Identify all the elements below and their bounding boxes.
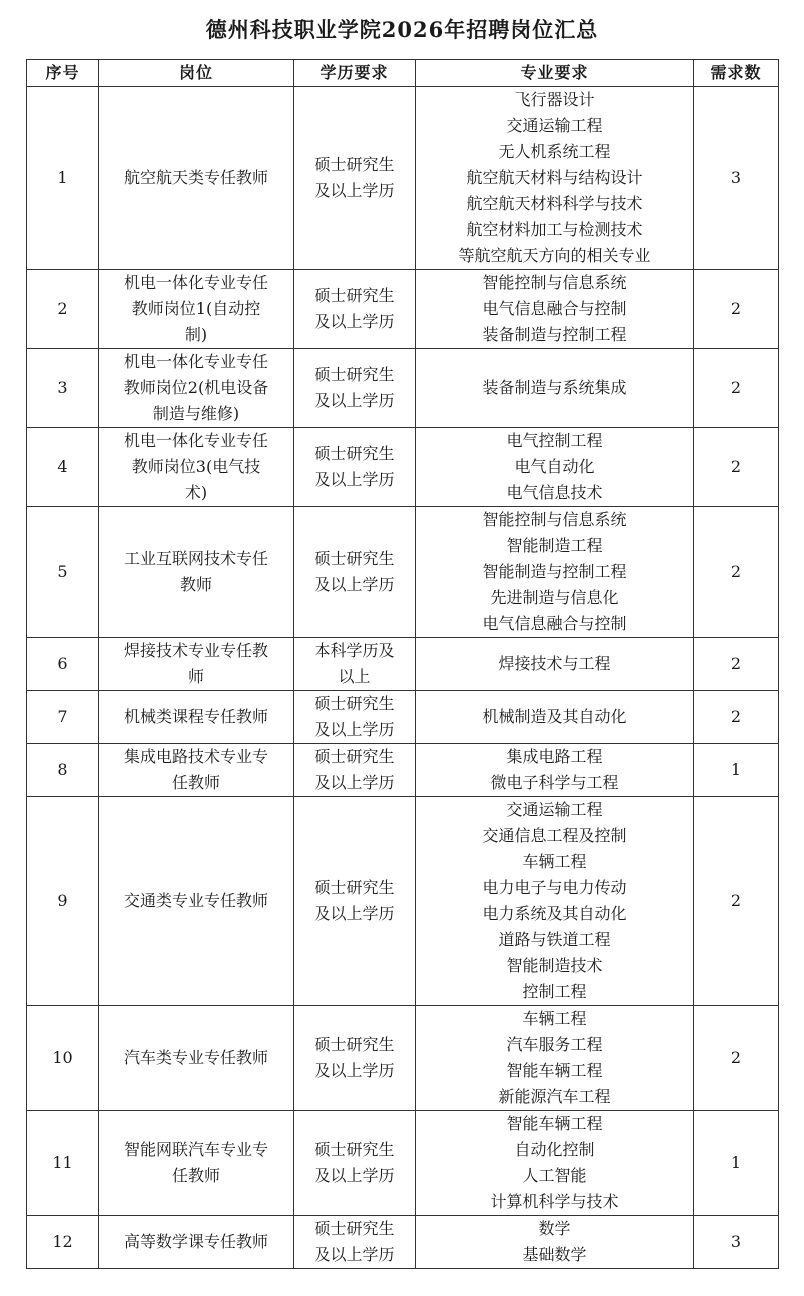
major-item: 道路与铁道工程 — [498, 930, 611, 949]
major-item: 电气信息技术 — [506, 483, 603, 502]
cell-education-line: 硕士研究生 — [314, 747, 395, 766]
cell-post — [99, 744, 294, 797]
cell-count: 2 — [694, 638, 779, 691]
cell-education-line: 硕士研究生 — [314, 1035, 395, 1054]
cell-seq: 5 — [27, 507, 99, 638]
table-body — [27, 87, 779, 1269]
cell-education-line: 及以上学历 — [314, 1245, 395, 1264]
major-item: 智能制造与控制工程 — [482, 562, 627, 581]
cell-education-line: 及以上学历 — [314, 1061, 395, 1080]
header-seq: 序号 — [27, 60, 99, 87]
major-item: 装备制造与系统集成 — [482, 378, 627, 397]
cell-count: 2 — [694, 270, 779, 349]
major-item: 电力系统及其自动化 — [482, 904, 627, 923]
header-education: 学历要求 — [294, 60, 416, 87]
cell-seq: 9 — [27, 797, 99, 1006]
cell-education — [294, 349, 416, 428]
cell-post-line: 机电一体化专业专任 — [123, 431, 268, 450]
cell-major — [416, 270, 694, 349]
major-item: 航空航天材料科学与技术 — [466, 194, 643, 213]
cell-post-line: 术) — [184, 483, 208, 502]
cell-major — [416, 1216, 694, 1269]
cell-major — [416, 507, 694, 638]
cell-major — [416, 691, 694, 744]
cell-count: 2 — [694, 797, 779, 1006]
cell-post-line: 教师岗位1(自动控 — [131, 299, 261, 318]
major-item: 电气控制工程 — [506, 431, 603, 450]
cell-seq: 4 — [27, 428, 99, 507]
major-item: 车辆工程 — [522, 1009, 587, 1028]
table-header-row — [27, 60, 779, 87]
table-row — [27, 270, 779, 349]
cell-major — [416, 638, 694, 691]
cell-count: 3 — [694, 1216, 779, 1269]
cell-education — [294, 691, 416, 744]
cell-count: 2 — [694, 1006, 779, 1111]
major-item: 电气自动化 — [514, 457, 595, 476]
cell-post-line: 焊接技术专业专任教 — [123, 641, 268, 660]
major-item: 电力电子与电力传动 — [482, 878, 627, 897]
header-post: 岗位 — [99, 60, 294, 87]
cell-seq: 11 — [27, 1111, 99, 1216]
cell-education-line: 本科学历及 — [314, 641, 395, 660]
major-item: 智能车辆工程 — [506, 1114, 603, 1133]
cell-education — [294, 87, 416, 270]
cell-post-line: 教师 — [179, 575, 212, 594]
major-item: 智能控制与信息系统 — [482, 273, 627, 292]
cell-post-line: 汽车类专业专任教师 — [123, 1048, 268, 1067]
cell-post — [99, 797, 294, 1006]
cell-post — [99, 1216, 294, 1269]
cell-post-line: 机电一体化专业专任 — [123, 352, 268, 371]
table-row — [27, 428, 779, 507]
cell-seq: 8 — [27, 744, 99, 797]
cell-seq: 1 — [27, 87, 99, 270]
cell-post — [99, 691, 294, 744]
cell-education — [294, 507, 416, 638]
table-row — [27, 349, 779, 428]
table-row — [27, 797, 779, 1006]
major-item: 汽车服务工程 — [506, 1035, 603, 1054]
table-row — [27, 1111, 779, 1216]
cell-education-line: 及以上学历 — [314, 181, 395, 200]
cell-seq: 7 — [27, 691, 99, 744]
cell-education-line: 硕士研究生 — [314, 549, 395, 568]
major-item: 智能控制与信息系统 — [482, 510, 627, 529]
cell-major — [416, 87, 694, 270]
cell-major — [416, 744, 694, 797]
cell-education-line: 硕士研究生 — [314, 365, 395, 384]
cell-education-line: 及以上学历 — [314, 720, 395, 739]
major-item: 控制工程 — [522, 982, 587, 1001]
cell-count: 2 — [694, 507, 779, 638]
cell-count: 1 — [694, 744, 779, 797]
table-row — [27, 1006, 779, 1111]
cell-education — [294, 270, 416, 349]
cell-education-line: 及以上学历 — [314, 1166, 395, 1185]
major-item: 先进制造与信息化 — [490, 588, 619, 607]
cell-education-line: 及以上学历 — [314, 773, 395, 792]
cell-education-line: 硕士研究生 — [314, 444, 395, 463]
major-item: 电气信息融合与控制 — [482, 614, 627, 633]
header-count: 需求数 — [694, 60, 779, 87]
major-item: 计算机科学与技术 — [490, 1192, 619, 1211]
major-item: 基础数学 — [522, 1245, 587, 1264]
cell-count: 3 — [694, 87, 779, 270]
cell-post — [99, 349, 294, 428]
cell-education-line: 及以上学历 — [314, 575, 395, 594]
cell-post-line: 教师岗位3(电气技 — [131, 457, 261, 476]
major-item: 自动化控制 — [514, 1140, 595, 1159]
cell-post-line: 交通类专业专任教师 — [123, 891, 268, 910]
table-row — [27, 87, 779, 270]
major-item: 交通信息工程及控制 — [482, 826, 627, 845]
cell-education — [294, 428, 416, 507]
major-item: 机械制造及其自动化 — [482, 707, 627, 726]
cell-major — [416, 1111, 694, 1216]
major-item: 智能制造技术 — [506, 956, 603, 975]
table-row — [27, 638, 779, 691]
cell-post — [99, 428, 294, 507]
cell-post-line: 航空航天类专任教师 — [123, 168, 268, 187]
cell-post — [99, 1006, 294, 1111]
cell-post-line: 教师岗位2(机电设备 — [123, 378, 269, 397]
major-item: 数学 — [538, 1219, 571, 1238]
page-title: 德州科技职业学院2026年招聘岗位汇总 — [205, 17, 599, 42]
cell-post-line: 制) — [184, 325, 208, 344]
major-item: 交通运输工程 — [506, 800, 603, 819]
cell-education-line: 硕士研究生 — [314, 1219, 395, 1238]
cell-education — [294, 1111, 416, 1216]
cell-major — [416, 797, 694, 1006]
cell-post-line: 集成电路技术专业专 — [123, 747, 268, 766]
table-row — [27, 507, 779, 638]
major-item: 等航空航天方向的相关专业 — [458, 246, 651, 265]
major-item: 车辆工程 — [522, 852, 587, 871]
major-item: 装备制造与控制工程 — [482, 325, 627, 344]
major-item: 航空材料加工与检测技术 — [466, 220, 643, 239]
recruitment-table — [26, 59, 779, 1269]
cell-count: 2 — [694, 691, 779, 744]
major-item: 人工智能 — [522, 1166, 587, 1185]
cell-post — [99, 1111, 294, 1216]
cell-post-line: 机电一体化专业专任 — [123, 273, 268, 292]
cell-seq: 10 — [27, 1006, 99, 1111]
cell-major — [416, 428, 694, 507]
cell-seq: 12 — [27, 1216, 99, 1269]
table-row — [27, 1216, 779, 1269]
cell-major — [416, 1006, 694, 1111]
cell-education-line: 硕士研究生 — [314, 694, 395, 713]
cell-count: 1 — [694, 1111, 779, 1216]
cell-education-line: 及以上学历 — [314, 312, 395, 331]
cell-post — [99, 270, 294, 349]
cell-education-line: 硕士研究生 — [314, 286, 395, 305]
cell-post-line: 高等数学课专任教师 — [123, 1232, 268, 1251]
cell-post-line: 智能网联汽车专业专 — [123, 1140, 268, 1159]
cell-education-line: 硕士研究生 — [314, 878, 395, 897]
cell-count: 2 — [694, 428, 779, 507]
cell-post-line: 工业互联网技术专任 — [123, 549, 268, 568]
cell-seq: 2 — [27, 270, 99, 349]
table-row — [27, 744, 779, 797]
major-item: 航空航天材料与结构设计 — [466, 168, 643, 187]
major-item: 新能源汽车工程 — [498, 1087, 611, 1106]
table-row — [27, 691, 779, 744]
major-item: 交通运输工程 — [506, 116, 603, 135]
cell-post-line: 任教师 — [171, 773, 220, 792]
cell-post — [99, 507, 294, 638]
cell-education-line: 及以上学历 — [314, 391, 395, 410]
cell-seq: 3 — [27, 349, 99, 428]
header-major: 专业要求 — [416, 60, 694, 87]
cell-major — [416, 349, 694, 428]
cell-education — [294, 797, 416, 1006]
cell-count: 2 — [694, 349, 779, 428]
cell-education — [294, 1006, 416, 1111]
cell-education-line: 及以上学历 — [314, 470, 395, 489]
cell-education — [294, 638, 416, 691]
cell-post-line: 机械类课程专任教师 — [123, 707, 268, 726]
cell-post-line: 任教师 — [171, 1166, 220, 1185]
cell-education-line: 以上 — [338, 667, 371, 686]
major-item: 集成电路工程 — [506, 747, 603, 766]
major-item: 飞行器设计 — [514, 90, 595, 109]
major-item: 焊接技术与工程 — [498, 654, 611, 673]
major-item: 微电子科学与工程 — [490, 773, 619, 792]
cell-seq: 6 — [27, 638, 99, 691]
cell-education — [294, 1216, 416, 1269]
major-item: 无人机系统工程 — [498, 142, 611, 161]
cell-education-line: 及以上学历 — [314, 904, 395, 923]
cell-post-line: 师 — [187, 667, 204, 686]
cell-post — [99, 638, 294, 691]
major-item: 电气信息融合与控制 — [482, 299, 627, 318]
cell-education-line: 硕士研究生 — [314, 155, 395, 174]
cell-education-line: 硕士研究生 — [314, 1140, 395, 1159]
cell-post — [99, 87, 294, 270]
cell-post-line: 制造与维修) — [152, 404, 240, 423]
major-item: 智能制造工程 — [506, 536, 603, 555]
major-item: 智能车辆工程 — [506, 1061, 603, 1080]
cell-education — [294, 744, 416, 797]
